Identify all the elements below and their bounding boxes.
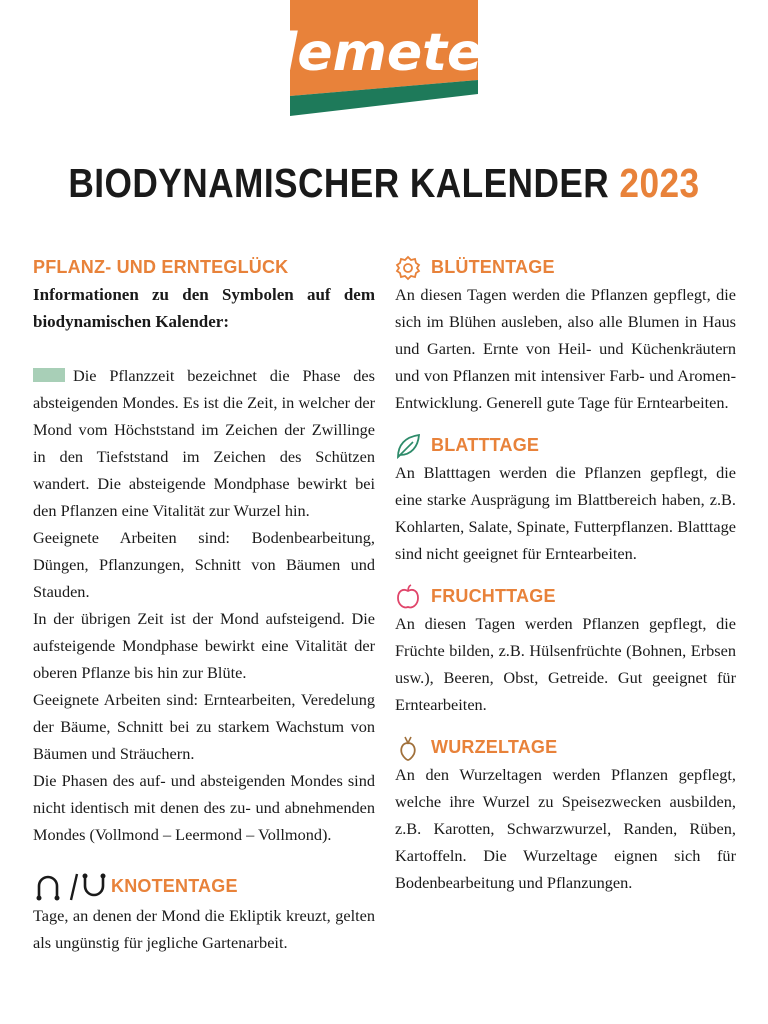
paragraph-arbeiten-ab: Geeignete Arbeiten sind: Bodenbearbeitung, Düngen, Pflanzungen, Schnitt von Bäumen und Stauden.	[33, 528, 375, 601]
section-blatt	[395, 432, 736, 567]
paragraph-blatt: An Blatttagen werden die Pflanzen gepflegt, die eine starke Ausprägung im Blattbereich haben, z.B. Kohlarten, Salate, Spinate, Futterpflanzen. Blatttage sind nicht geeignet für Erntearbeiten.	[395, 463, 736, 563]
paragraph-phasen: Die Phasen des auf- und absteigenden Mondes sind nicht identisch mit denen des zu- und abnehmenden Mondes (Vollmond – Leermond – Vollmond).	[33, 771, 375, 844]
paragraph-knoten: Tage, an denen der Mond die Ekliptik kreuzt, gelten als ungünstig für jegliche Gartenarbeit.	[33, 906, 375, 952]
svg-text:demeter: demeter	[260, 23, 508, 83]
section-subheading: Informationen zu den Symbolen auf dem biodynamischen Kalender:	[33, 285, 375, 331]
demeter-logo	[260, 0, 508, 116]
paragraph-wurzel: An den Wurzeltagen werden Pflanzen gepflegt, welche ihre Wurzel zu Speisezwecken ausbilden, z.B. Karotten, Schwarzwurzel, Randen, Rüben, Kartoffeln. Die Wurzeltage eignen sich für Bodenbearbeitung und Pflanzungen.	[395, 765, 736, 892]
section-bluete	[395, 254, 736, 416]
section-heading-bluete: BLÜTENTAGE	[395, 254, 736, 281]
page-title	[54, 160, 714, 207]
paragraph-frucht: An diesen Tagen werden Pflanzen gepflegt, die Früchte bilden, z.B. Hülsenfrüchte (Bohnen, Erbsen usw.), Beeren, Obst, Getreide. Gut geeignet für Erntearbeiten.	[395, 614, 736, 714]
title-main: BIODYNAMISCHER KALENDER	[68, 160, 610, 206]
paragraph-arbeiten-auf: Geeignete Arbeiten sind: Erntearbeiten, Veredelung der Bäume, Schnitt bei zu starkem Wachstum von Bäumen und Sträuchern.	[33, 690, 375, 763]
paragraph-pflanzzeit: Die Pflanzzeit bezeichnet die Phase des absteigenden Mondes. Es ist die Zeit, in welcher der Mond vom Höchststand im Zeichen der Zwillinge in den Tiefststand im Zeichen des Schützen wandert. Die absteigende Mondphase bewirkt bei den Pflanzen eine Vitalität zur Wurzel hin.	[33, 366, 375, 520]
section-heading-wurzel: WURZELTAGE	[395, 734, 736, 761]
planting-swatch	[33, 368, 65, 382]
leaf-icon	[395, 433, 421, 459]
paragraph-bluete: An diesen Tagen werden die Pflanzen gepflegt, die sich im Blühen ausleben, also alle Blumen in Haus und Garten. Ernte von Heil- und Küchenkräutern und von Pflanzen mit intensiver Farb- und Aromen-Entwicklung. Generell gute Tage für Erntearbeiten.	[395, 285, 736, 412]
root-icon	[395, 735, 421, 761]
section-heading-frucht: FRUCHTTAGE	[395, 583, 736, 610]
section-heading-pflanz: PFLANZ- UND ERNTEGLÜCK	[33, 257, 289, 277]
left-column	[33, 254, 375, 956]
section-heading-knoten: KNOTENTAGE	[33, 870, 375, 902]
section-heading-blatt: BLATTTAGE	[395, 432, 736, 459]
apple-icon	[395, 584, 421, 610]
moon-node-icons	[33, 870, 105, 902]
right-column	[395, 254, 736, 912]
section-wurzel	[395, 734, 736, 896]
paragraph-aufsteigend: In der übrigen Zeit ist der Mond aufsteigend. Die aufsteigende Mondphase bewirkt eine Vitalität der oberen Pflanze bis hin zur Blüte.	[33, 609, 375, 682]
section-frucht	[395, 583, 736, 718]
flower-icon	[395, 255, 421, 281]
title-year: 2023	[619, 160, 700, 206]
